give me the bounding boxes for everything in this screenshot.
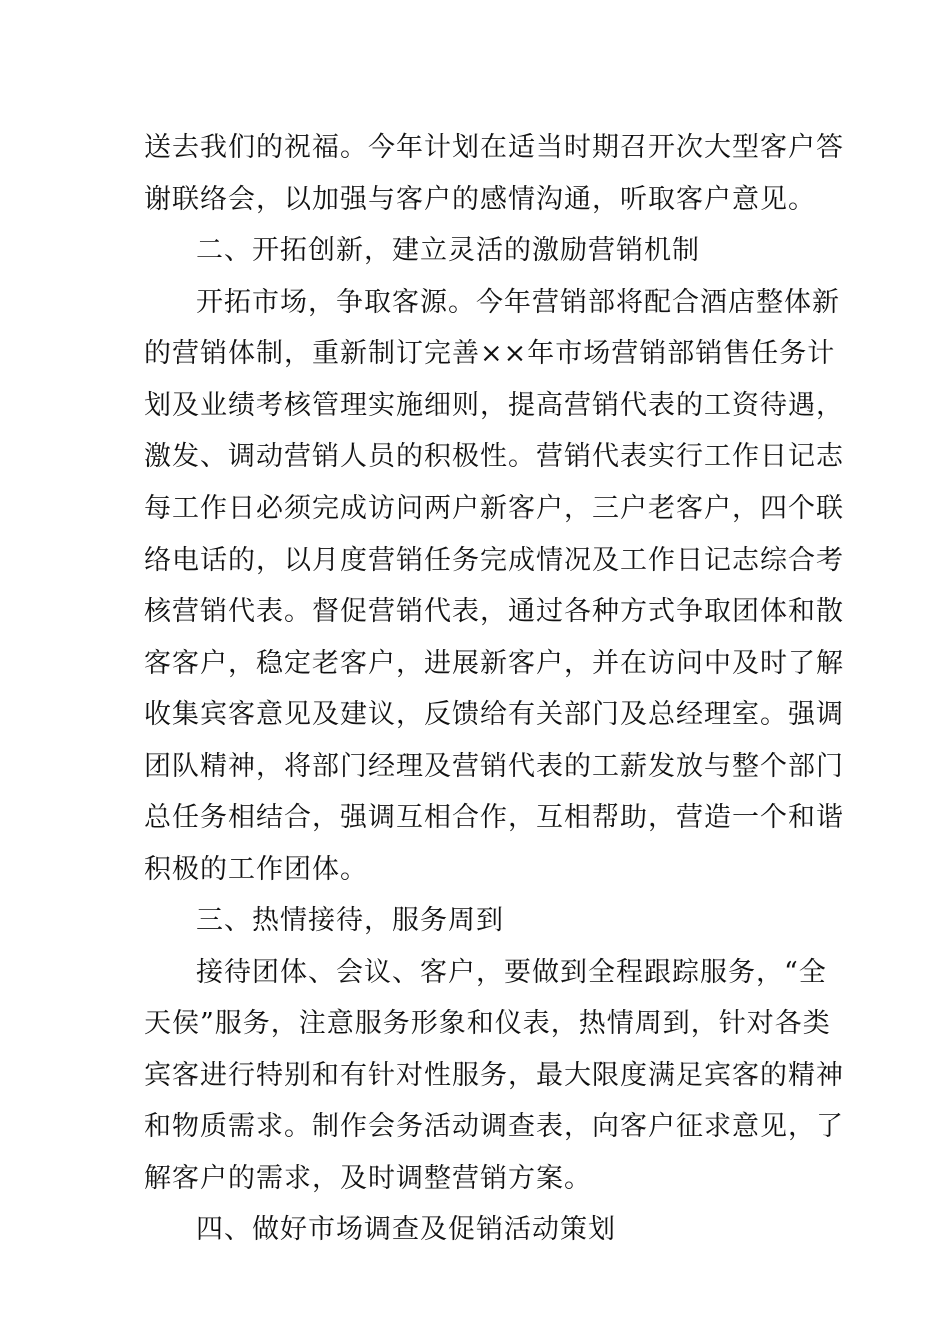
paragraph-line: 接待团体、会议、客户，要做到全程跟踪服务，“全 — [196, 957, 827, 988]
paragraph-line: 每工作日必须完成访问两户新客户，三户老客户，四个联 — [144, 493, 844, 524]
paragraph-line: 收集宾客意见及建议，反馈给有关部门及总经理室。强调 — [144, 699, 844, 730]
paragraph-line: 划及业绩考核管理实施细则，提高营销代表的工资待遇， — [144, 390, 844, 421]
paragraph-line: 送去我们的祝福。今年计划在适当时期召开次大型客户答 — [144, 132, 844, 163]
section-heading: 四、做好市场调查及促销活动策划 — [196, 1214, 616, 1245]
paragraph-line: 总任务相结合，强调互相合作，互相帮助，营造一个和谐 — [144, 802, 844, 833]
paragraph-line: 谢联络会，以加强与客户的感情沟通，听取客户意见。 — [144, 184, 816, 215]
section-heading: 二、开拓创新，建立灵活的激励营销机制 — [196, 235, 700, 266]
section-heading: 三、热情接待，服务周到 — [196, 905, 504, 936]
paragraph-line: 积极的工作团体。 — [144, 854, 368, 885]
paragraph-line: 的营销体制，重新制订完善××年市场营销部销售任务计 — [144, 338, 836, 369]
paragraph-line: 天侯”服务，注意服务形象和仪表，热情周到，针对各类 — [144, 1008, 831, 1039]
paragraph-line: 开拓市场，争取客源。今年营销部将配合酒店整体新 — [196, 287, 840, 318]
paragraph-line: 络电话的，以月度营销任务完成情况及工作日记志综合考 — [144, 545, 844, 576]
paragraph-line: 激发、调动营销人员的积极性。营销代表实行工作日记志 — [144, 441, 844, 472]
paragraph-line: 和物质需求。制作会务活动调查表，向客户征求意见，了 — [144, 1111, 844, 1142]
paragraph-line: 解客户的需求，及时调整营销方案。 — [144, 1163, 592, 1194]
paragraph-line: 宾客进行特别和有针对性服务，最大限度满足宾客的精神 — [144, 1060, 844, 1091]
paragraph-line: 团队精神，将部门经理及营销代表的工薪发放与整个部门 — [144, 751, 844, 782]
paragraph-line: 客客户，稳定老客户，进展新客户，并在访问中及时了解 — [144, 648, 844, 679]
paragraph-line: 核营销代表。督促营销代表，通过各种方式争取团体和散 — [144, 596, 844, 627]
